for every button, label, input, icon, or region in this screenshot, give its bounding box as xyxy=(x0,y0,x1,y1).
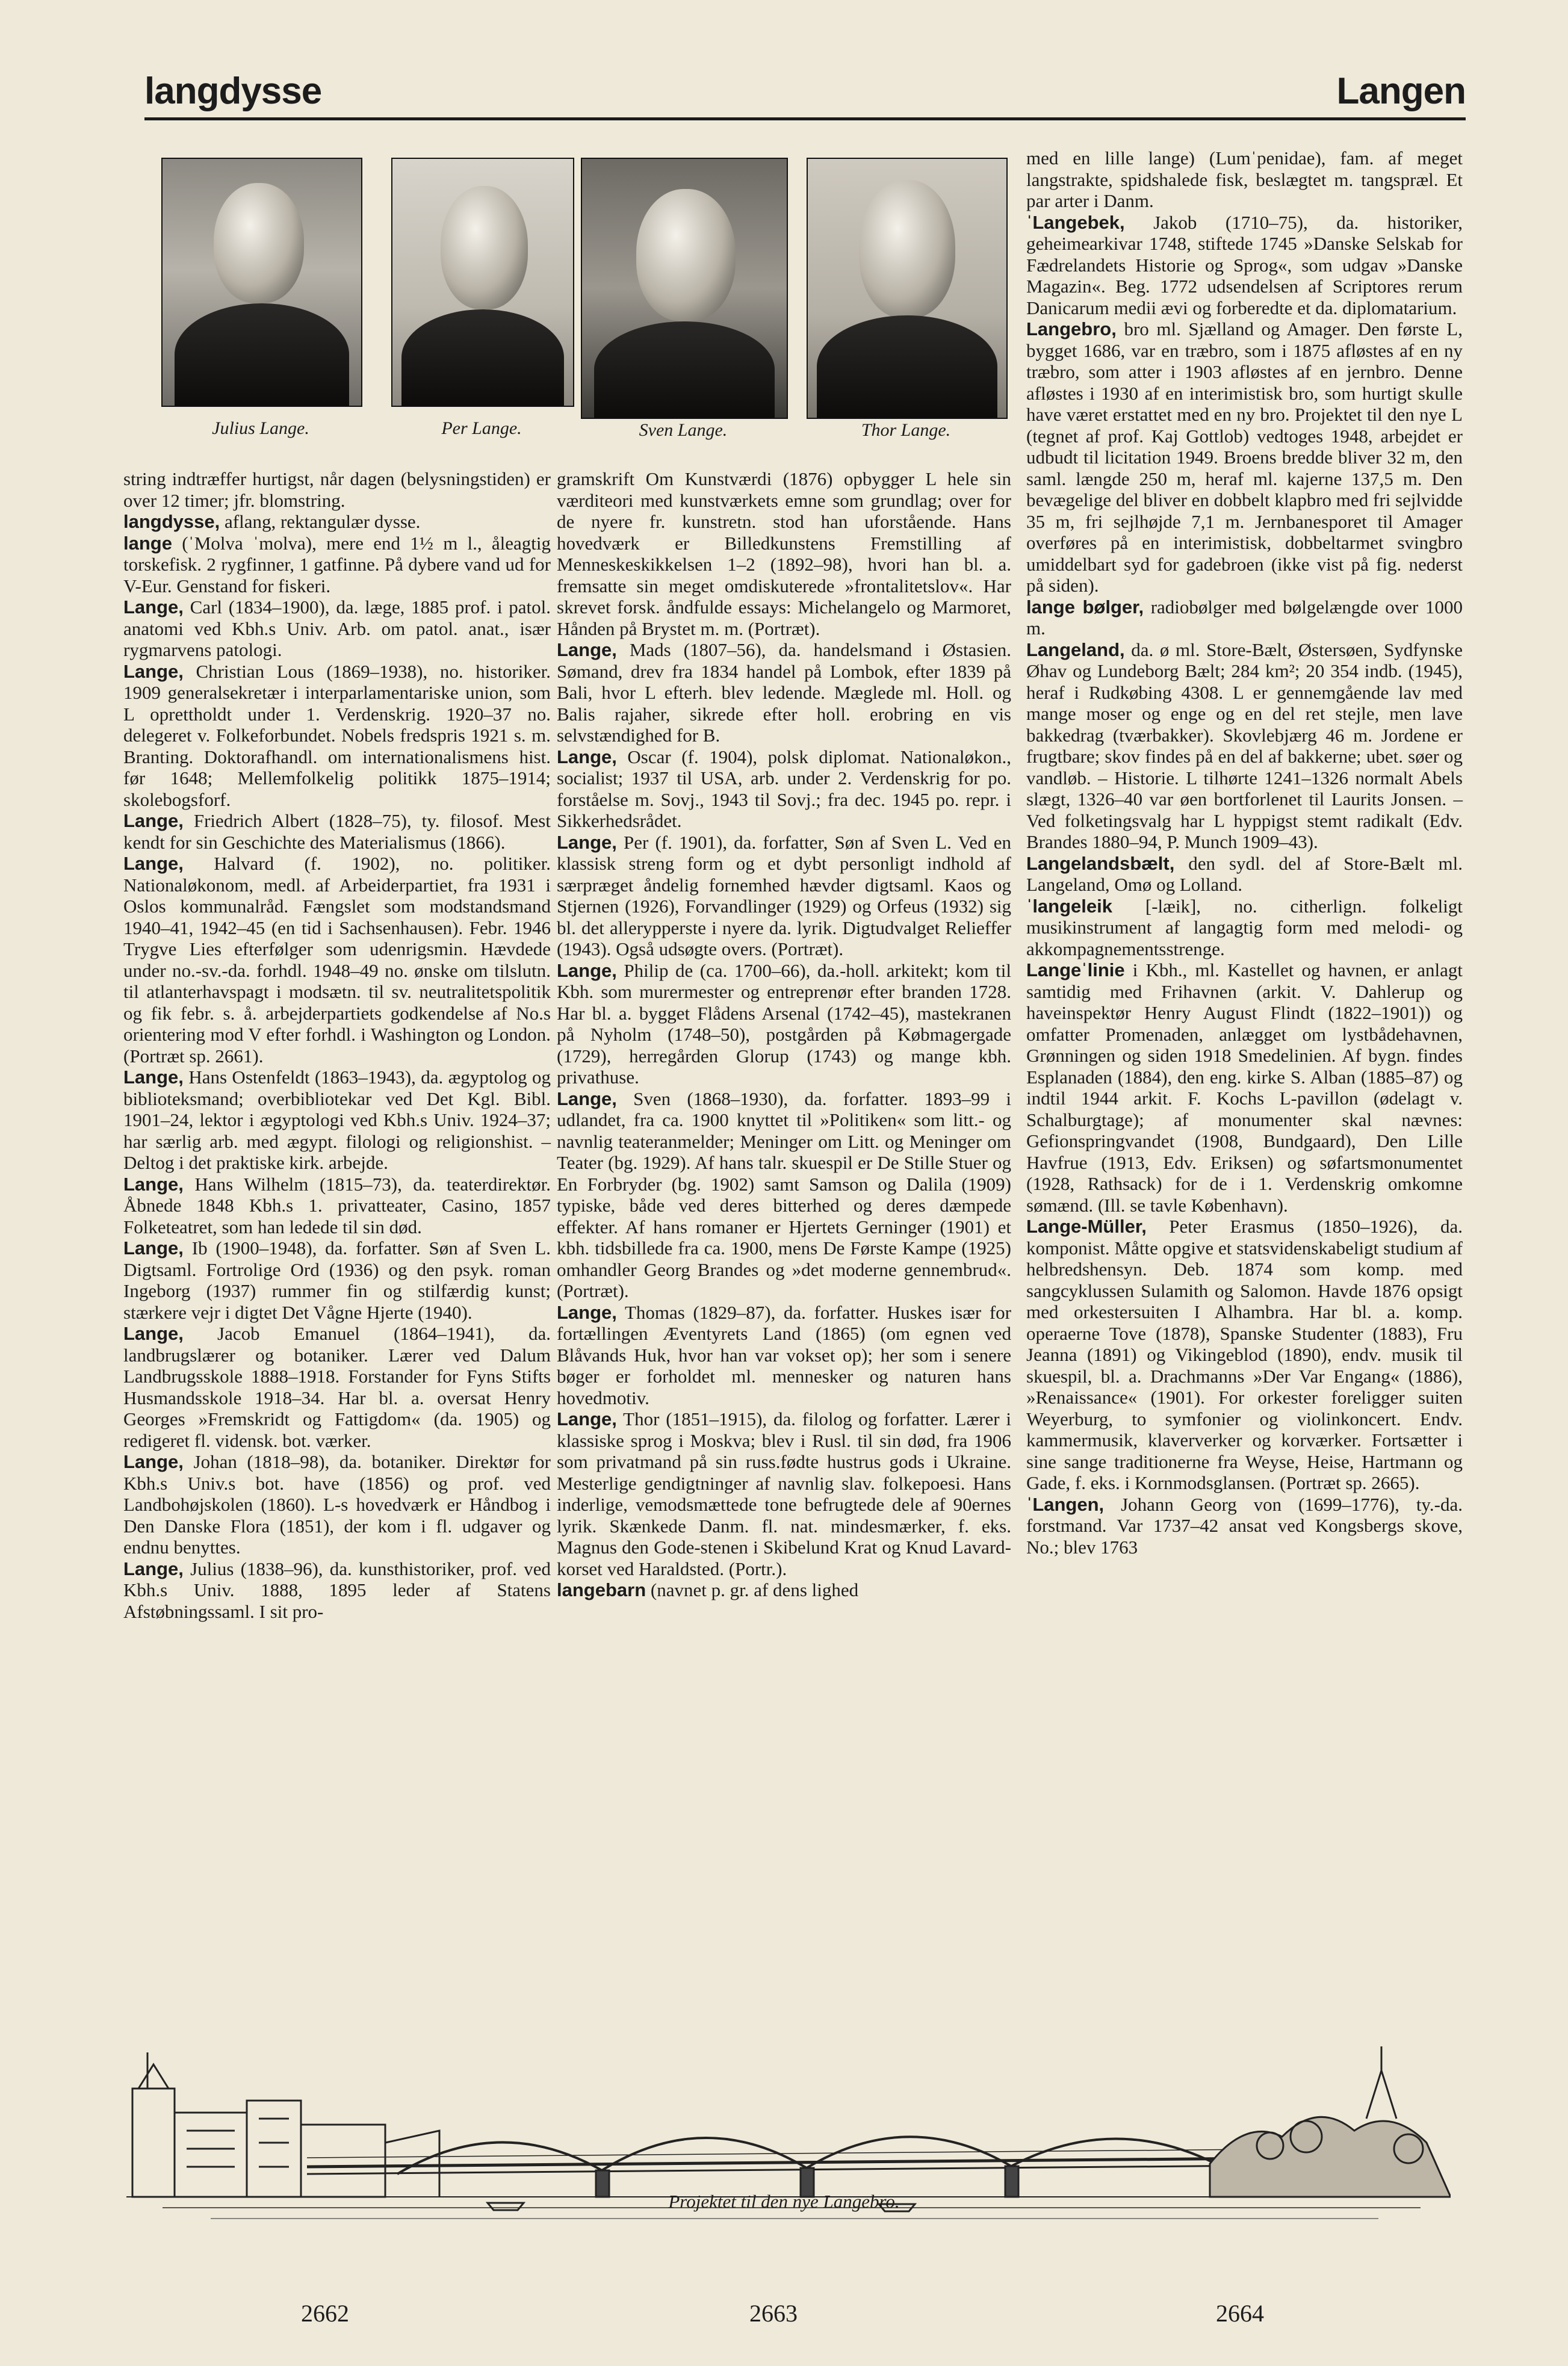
entry-body: bro ml. Sjælland og Amager. Den første L, bygget 1686, var en træbro, som i 1875 afløstes af en ny træbro, som atter i 1903 afløstes af en jernbro. Denne afløstes i 1930 af en interimistisk bro, som hurtigt skulle have været erstattet med en ny bro. Projektet til den nye L (tegnet af prof. Kaj Gottlob) vedtoges 1948, arbejdet er udbudt til licitation 1949. Broens bredde bliver 32 m, den saml. længde 250 m, heraf ml. kajerne 137,5 m. Den bevægelige del bliver en dobbelt klapbro med fri sejlvidde 35 m, fri sejlhøjde 7,1 m. Jernbanesporet til Amager overføres på en interimistisk, dobbeltarmet svingbro umiddelbart syd for gadebroen (ikke vist på fig. nederst på siden). xyxy=(1026,318,1463,596)
entry-headword: Lange, xyxy=(123,596,184,618)
entry-body: (navnet p. gr. af dens lighed xyxy=(650,1579,859,1600)
entry-headword: Lange, xyxy=(123,853,184,874)
entry-body: Peter Erasmus (1850–1926), da. komponist. Måtte opgive et statsvidenskabeligt studium af helbredshensyn. Deb. 1874 som komp. med sangcyklussen Sulamith og Salomon. Havde 1876 opsigt med orkestersuiten I Alhambra. Har bl. a. komp. operaerne Tove (1878), Spanske Studenter (1883), Fru Jeanna (1891) og Vikingeblod (1890), endv. musik til skuespil, bl. a. Drachmanns »Der Var Engang« (1886), »Renaissance« (1901). For orkester foreligger suiten Weyerburg, to symfonier og violinkoncert. Endv. kammermusik, klaververker og korværker. Fortsætter i sine sange traditionerne fra Weyse, Heise, Hartmann og Gade, f. eks. i Kornmodsglansen. (Portræt sp. 2665). xyxy=(1026,1216,1463,1493)
entry-headword: Lange, xyxy=(557,831,617,853)
entry-body: Thor (1851–1915), da. filolog og forfatter. Lærer i klassiske sprog i Moskva; blev i Rusl. til sin død, fra 1906 som privatmand på sin russ.fødte hustrus gods i Ukraine. Mesterlige gendigtninger af navnlig slav. folkepoesi. Hans inderlige, vemodsmættede tone befrugtede dele af 90ernes lyrik. Skænkede Danm. fl. nat. mindesmærker, f. eks. Magnus den Gode-stenen i Skibelund Krat og Knud Lavard-korset ved Haraldsted. (Portr.). xyxy=(557,1408,1011,1579)
page-number-left: 2662 xyxy=(301,2300,349,2327)
entry-body: gramskrift Om Kunstværdi (1876) opbygger L hele sin værditeori med kunstværkets emne som grundlag; over for de nyere fr. kunstretn. stod han uforstående. Hans hovedværk er Billedkunstens Fremstilling af Menneskeskikkelsen 1–2 (1892–98), hvori han bl. a. fremsatte sin meget omdiskuterede »frontalitetslov«. Har skrevet forsk. åndfulde essays: Michelangelo og Marmoret, Hånden på Brystet m. m. (Portræt). xyxy=(557,468,1011,639)
entry xyxy=(1026,596,1463,639)
running-head-right: Langen xyxy=(1336,70,1466,112)
entry xyxy=(123,1558,551,1623)
entry-body: Carl (1834–1900), da. læge, 1885 prof. i patol. anatomi ved Kbh.s Univ. Arb. om patol. anat., især rygmarvens patologi. xyxy=(123,596,551,660)
page-number-right: 2664 xyxy=(1216,2300,1264,2327)
entry-headword: Lange, xyxy=(123,810,184,831)
entry xyxy=(1026,853,1463,896)
portrait-caption: Sven Lange. xyxy=(639,420,728,440)
entry-headword: Lange, xyxy=(123,1323,184,1344)
entry xyxy=(557,1302,1011,1409)
entry xyxy=(123,1067,551,1174)
entry-headword: Lange, xyxy=(123,1067,184,1088)
portrait-thor xyxy=(807,158,1008,419)
entry xyxy=(123,511,551,533)
entry-body: Julius (1838–96), da. kunsthistoriker, prof. ved Kbh.s Univ. 1888, 1895 leder af Statens Afstøbningssaml. I sit pro- xyxy=(123,1558,551,1622)
entry-body: Per (f. 1901), da. forfatter, Søn af Sven L. Ved en klassisk streng form og et dybt personligt indhold af særpræget åndelig fornemhed hævder digtsaml. Kaos og Stjernen (1926), Forvandlinger (1929) og Orfeus (1932) sig bl. det allerypperste i nyere da. lyrik. Digtudvalget Relieffer (1943). Også udsøgte overs. (Portræt). xyxy=(557,831,1011,959)
entry-body: Philip de (ca. 1700–66), da.-holl. arkitekt; kom til Kbh. som murermester og entreprenør efter branden 1728. Har bl. a. bygget Flådens Arsenal (1742–45), mastekranen på Nyholm (1748–50), postgården på Købmagergade (1729), herregården Glorup (1743) og mange kbh. privathuse. xyxy=(557,959,1012,1088)
entry-headword: Lange, xyxy=(557,1408,617,1429)
entry xyxy=(1026,1494,1463,1558)
entry xyxy=(1026,639,1463,853)
entry xyxy=(123,661,551,811)
portrait-julius xyxy=(161,158,362,407)
entry-headword: Langelandsbælt, xyxy=(1026,852,1175,874)
entry-body: Hans Ostenfeldt (1863–1943), da. ægyptolog og biblioteksmand; overbibliotekar ved Det Kgl. Bibl. 1901–24, lektor i ægyptologi ved Kbh.s Univ. 1924–37; har særlig arb. med ægypt. filologi og religionshist. – Deltog i det praktiske kirk. arbejde. xyxy=(123,1067,551,1173)
entry-body: Sven (1868–1930), da. forfatter. 1893–99 i udlandet, fra ca. 1900 knyttet til »Politiken« som litt.- og navnlig teateranmelder; Meninger om Litt. og Meninger om Teater (bg. 1929). Af hans talr. skuespil er De Stille Stuer og En Forbryder (bg. 1902) samt Samson og Dalila (1909) typiske, både ved deres bitterhed og deres dæmpede effekter. Af hans romaner er Hjertets Gerninger (1901) et kbh. tidsbillede fra ca. 1900, mens De Første Kampe (1925) omhandler Georg Brandes og »det moderne gennembrud«. (Portræt). xyxy=(557,1088,1011,1301)
entry-body: Oscar (f. 1904), polsk diplomat. Nationaløkon., socialist; 1937 til USA, arb. under 2. Verdenskrig for po. forståelse m. Sovj., 1943 til Sovj.; fra dec. 1945 po. repr. i Sikkerhedsrådet. xyxy=(557,746,1011,831)
entry-headword: Lange, xyxy=(123,1558,184,1579)
entry xyxy=(1026,212,1463,319)
portrait-per xyxy=(391,158,574,407)
page-number-middle: 2663 xyxy=(749,2300,798,2327)
entry-headword: Lange, xyxy=(123,1237,184,1259)
entry xyxy=(557,832,1011,960)
text-column-left xyxy=(123,468,551,1622)
entry xyxy=(1026,1216,1463,1494)
entry-body: Hans Wilhelm (1815–73), da. teaterdirektør. Åbnede 1848 Kbh.s 1. privatteater, Casino, 1857 Folketeatret, som han ledede til sin død. xyxy=(123,1173,551,1237)
entry-headword: Lange, xyxy=(557,746,617,767)
entry xyxy=(123,810,551,853)
entry-text xyxy=(123,468,551,511)
entry-body: Ib (1900–1948), da. forfatter. Søn af Sven L. Digtsaml. Fortrolige Ord (1936) og den psyk. roman Ingeborg (1937) rummer fin og stilfærdig kunst; stærkere vejr i digtet Det Vågne Hjerte (1940). xyxy=(123,1237,551,1323)
entry-headword: Lange, xyxy=(123,1173,184,1195)
entry-headword: Lange, xyxy=(557,1088,617,1109)
entry-body: radiobølger med bølgelængde over 1000 m. xyxy=(1026,596,1463,639)
entry xyxy=(123,533,551,597)
entry-headword: Lange, xyxy=(557,1301,617,1323)
portrait-caption: Julius Lange. xyxy=(212,418,309,438)
portrait-caption: Thor Lange. xyxy=(861,420,951,440)
entry xyxy=(123,596,551,661)
entry-body: Christian Lous (1869–1938), no. historiker. 1909 generalsekretær i interparlamentariske union, som L oprettholdt under 1. Verdenskrig. 1920–37 no. delegeret v. Folkeforbundet. Nobels fredspris 1921 s. m. Branting. Doktorafhandl. om internationalismens hist. før 1648; Mellemfolkelig politikk 1875–1914; skolebogsforf. xyxy=(123,660,551,810)
entry-headword: Lange, xyxy=(123,1451,184,1472)
entry-body: med en lille lange) (Lumˈpenidae), fam. af meget langstrakte, spidshalede fisk, beslægtet m. tangspræl. Et par arter i Danm. xyxy=(1026,147,1463,211)
entry-headword: Lange, xyxy=(557,959,617,981)
entry-text xyxy=(1026,147,1463,212)
entry-headword: Langeˈlinie xyxy=(1026,959,1125,980)
entry-headword: lange bølger, xyxy=(1026,596,1144,618)
entry-body: (ˈMolva ˈmolva), mere end 1½ m l., åleagtig torskefisk. 2 rygfinner, 1 gatfinne. På dybere vand ud for V-Eur. Genstand for fiskeri. xyxy=(123,532,551,596)
entry-body: Halvard (f. 1902), no. politiker. Nationaløkonom, medl. af Arbeiderpartiet, fra 1931 i Oslos kommunalråd. Fængslet som modstandsmand 1940–41, 1942–45 (en tid i Sachsenhausen). Febr. 1946 Trygve Lies efterfølger som udenrigsmin. Hævdede under no.-sv.-da. forhdl. 1948–49 no. ønske om tilslutn. til atlanterhavspagt i modsætn. til sv. neutralitetspolitik og fik febr. s. å. arbejderpartiets godkendelse af No.s orientering mod V efter forhdl. i Washington og London. (Portræt sp. 2661). xyxy=(123,853,551,1067)
entry xyxy=(123,853,551,1067)
entry-body: aflang, rektangulær dysse. xyxy=(225,511,421,532)
entry-body: i Kbh., ml. Kastellet og havnen, er anlagt samtidig med Frihavnen (arkit. V. Dahlerup og haveinspektør Henry August Flindt (1822–1901)) og omfatter Promenaden, anlægget om lystbådehavnen, Grønningen og siden 1918 Smedelinien. Af bygn. findes Esplanaden (1884), den eng. kirke S. Alban (1885–87) og indtil 1944 arkit. F. Kochs L-pavillon (ødelagt v. Schalburgtage); af monumenter skal nævnes: Gefionspringvandet (1908, Bundgaard), Den Lille Havfrue (1913, Edv. Eriksen) og søfartsmonumentet (1928, Rathsack) for de i 1. Verdenskrig omkomne sømænd. (Ill. se tavle København). xyxy=(1026,959,1463,1216)
entry-headword: langebarn xyxy=(557,1579,646,1600)
entry xyxy=(123,1174,551,1238)
text-column-right xyxy=(1026,147,1463,1558)
entry-headword: Lange, xyxy=(123,660,184,682)
entry-body: Jakob (1710–75), da. historiker, geheimearkivar 1748, stiftede 1745 »Danske Selskab for Fædrelandets Historie og Sprog«, som udgav »Danske Magazin«. Beg. 1772 udsendelsen af Scriptores rerum Danicarum medii ævi og forberedte et da. diplomatarium. xyxy=(1026,211,1463,318)
entry xyxy=(557,639,1011,746)
entry xyxy=(1026,318,1463,596)
entry-body: Johann Georg von (1699–1776), ty.-da. forstmand. Var 1737–42 ansat ved Kongsbergs skove, No.; blev 1763 xyxy=(1026,1493,1463,1558)
entry-body: Johan (1818–98), da. botaniker. Direktør for Kbh.s Univ.s bot. have (1856) og prof. ved Landbohøjskolen (1860). L-s hovedværk er Håndbog i Den Danske Flora (1851), der kom i fl. udgaver og endnu benyttes. xyxy=(123,1451,551,1558)
entry-headword: lange xyxy=(123,532,172,554)
entry-body: Jacob Emanuel (1864–1941), da. landbrugslærer og botaniker. Lærer ved Dalum Landbrugsskole 1888–1918. Forstander for Fyns Stifts Husmandsskole 1918–34. Har bl. a. oversat Henry Georges »Fremskridt og Fattigdom« (da. 1905) og redigeret fl. vidensk. bot. værker. xyxy=(123,1323,551,1451)
entry-headword: ˈLangebek, xyxy=(1026,211,1125,233)
entry xyxy=(123,1237,551,1323)
entry xyxy=(123,1323,551,1451)
entry-body: string indtræffer hurtigst, når dagen (belysningstiden) er over 12 timer; jfr. blomstring. xyxy=(123,468,551,511)
page-header xyxy=(144,57,1466,120)
entry xyxy=(557,960,1011,1088)
entry-headword: Lange-Müller, xyxy=(1026,1216,1147,1237)
portrait-sven xyxy=(581,158,788,419)
entry xyxy=(557,1579,1011,1601)
entry-body: da. ø ml. Store-Bælt, Østersøen, Sydfynske Øhav og Lundeborg Bælt; 284 km²; 20 354 indb. (1945), heraf i Rudkøbing 4308. L er gennemgående lav med mange moser og enge og en del ret stejle, men lave bakkedrag (tværbakker). Skovlebjærg 46 m. Jordene er frugtbare; skov findes på en del af bakkerne; ubet. søer og vandløb. – Historie. L tilhørte 1241–1326 normalt Abels slægt, 1326–40 var øen bortforlenet til Laurits Jonsen. – Ved folketingsvalg har L hyppigst stemt radikalt (Edv. Brandes 1880–94, P. Munch 1909–43). xyxy=(1026,639,1463,852)
entry-body: Mads (1807–56), da. handelsmand i Østasien. Sømand, drev fra 1834 handel på Lombok, efter 1839 på Bali, hvor L efterh. blev ledende. Mæglede ml. Holl. og Balis rajaher, sikrede efter holl. erobring en vis selvstændighed for B. xyxy=(557,639,1012,746)
entry-body: [-læik], no. citherlign. folkeligt musikinstrument af langagtig form med melodi- og akkompagnementsstrenge. xyxy=(1026,895,1463,959)
entry-headword: ˈLangen, xyxy=(1026,1493,1105,1515)
entry-text xyxy=(557,468,1011,639)
entry-headword: langdysse, xyxy=(123,511,220,532)
entry-headword: Langebro, xyxy=(1026,318,1117,339)
entry xyxy=(557,1408,1011,1579)
entry xyxy=(1026,896,1463,960)
entry xyxy=(1026,959,1463,1216)
running-head-left: langdysse xyxy=(144,70,322,112)
bridge-caption: Projektet til den nye Langebro. xyxy=(668,2191,900,2212)
entry xyxy=(557,1088,1011,1302)
entry-body: Thomas (1829–87), da. forfatter. Huskes især for fortællingen Æventyrets Land (1865) (om egnen ved Blåvands Huk, hvor han var vokset op); her som i senere bøger er forholdet ml. mennesker og naturen hans hovedmotiv. xyxy=(557,1301,1011,1408)
text-column-middle xyxy=(557,468,1011,1601)
entry xyxy=(123,1451,551,1558)
entry-headword: Langeland, xyxy=(1026,639,1125,660)
entry-body: den sydl. del af Store-Bælt ml. Langeland, Omø og Lolland. xyxy=(1026,852,1463,895)
entry-headword: ˈlangeleik xyxy=(1026,895,1112,917)
entry-body: Friedrich Albert (1828–75), ty. filosof. Mest kendt for sin Geschichte des Materialismus (1866). xyxy=(123,810,551,853)
entry xyxy=(557,746,1011,832)
entry-headword: Lange, xyxy=(557,639,617,660)
portrait-caption: Per Lange. xyxy=(441,418,522,438)
